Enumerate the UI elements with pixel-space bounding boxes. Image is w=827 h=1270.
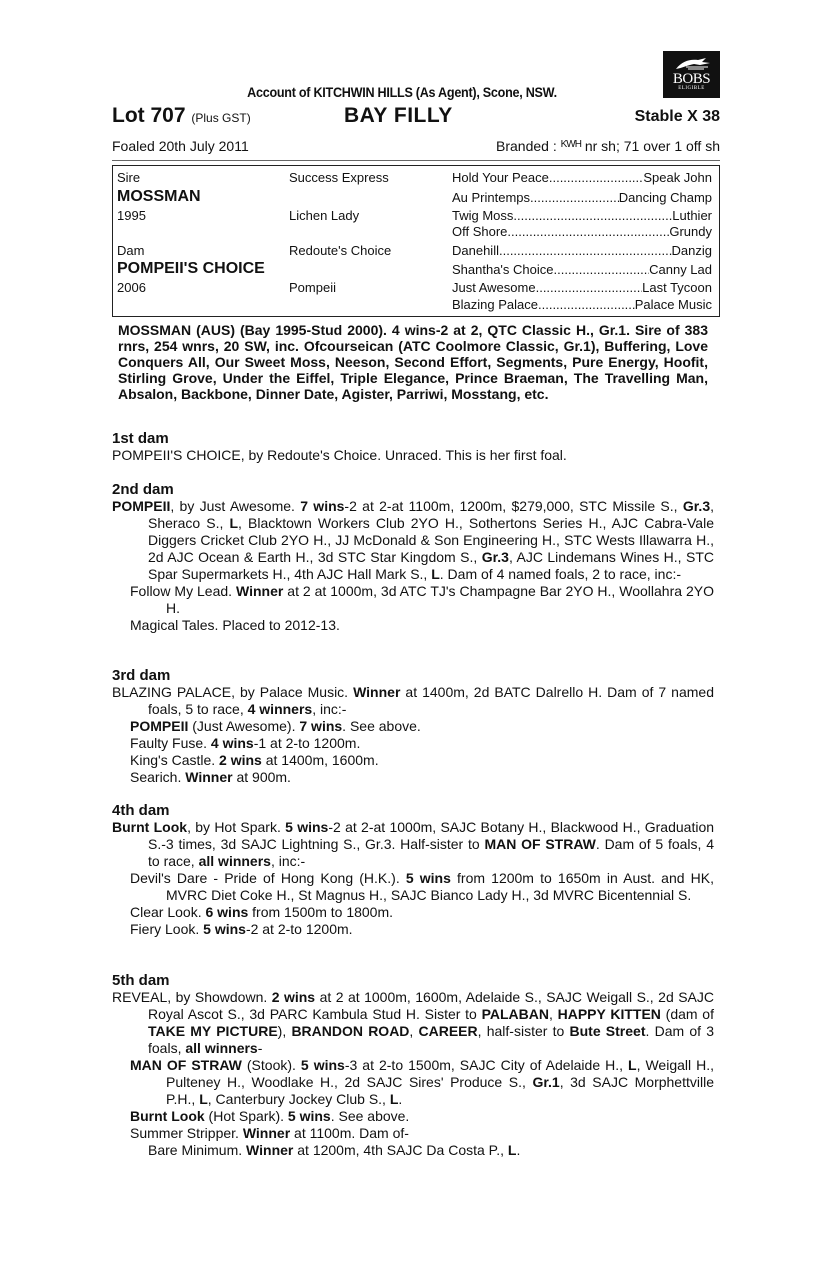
- fifth-dam-section: [112, 972, 714, 1159]
- lot-header: [112, 104, 720, 128]
- sire-summary: MOSSMAN (AUS) (Bay 1995-Stud 2000). 4 wins-2 at 2, QTC Classic H., Gr.1. Sire of 383 rnrs, 254 wnrs, 20 SW, inc. Ofcourseican (ATC Coolmore Classic, Gr.1), Buffering, Love Conquers All, Our Sweet Moss, Neeson, Second Effort, Segments, Pure Energy, Hoofit, Stirling Grove, Under the Eiffel, Triple Elegance, Prince Braeman, The Travelling Man, Absalon, Backbone, Dinner Date, Agister, Parriwi, Mosstang, etc.: [118, 322, 708, 402]
- sire-year: 1995: [117, 208, 146, 223]
- foaled-date: Foaled 20th July 2011: [112, 138, 249, 154]
- fourth-dam-section: [112, 802, 714, 938]
- foal-entry: Faulty Fuse. 4 wins-1 at 2-to 1200m.: [130, 735, 361, 751]
- foal-entry: Searich. Winner at 900m.: [130, 769, 291, 785]
- foal-entry: Bare Minimum. Winner at 1200m, 4th SAJC Da Costa P., L.: [148, 1142, 521, 1158]
- foal-entry: Fiery Look. 5 wins-2 at 2-to 1200m.: [130, 921, 353, 937]
- foal-entry: Magical Tales. Placed to 2012-13.: [130, 617, 340, 633]
- section-heading: 1st dam: [112, 430, 169, 447]
- dam-dam: Pompeii: [289, 280, 336, 295]
- gen3-row: Blazing Palace ..... Palace Music: [452, 297, 712, 312]
- foal-entry: Burnt Look (Hot Spark). 5 wins. See above.: [130, 1108, 410, 1124]
- section-heading: 4th dam: [112, 802, 170, 819]
- section-heading: 3rd dam: [112, 667, 171, 684]
- third-dam-section: [112, 667, 714, 786]
- stable-number: Stable X 38: [634, 108, 720, 125]
- logo-text: BOBS: [672, 71, 711, 87]
- foal-entry: Follow My Lead. Winner at 2 at 1000m, 3d ATC TJ's Champagne Bar 2YO H., Woollahra 2YO H.: [130, 583, 714, 616]
- first-dam-section: [112, 430, 714, 464]
- dam-text: POMPEII'S CHOICE, by Redoute's Choice. Unraced. This is her first foal.: [112, 447, 567, 463]
- sire-sire: Success Express: [289, 170, 389, 185]
- foal-entry: Devil's Dare - Pride of Hong Kong (H.K.). 5 wins from 1200m to 1650m in Aust. and HK, MVRC Diet Coke H., St Magnus H., SAJC Bianco Lady H., 3d MVRC Bicentennial S.: [130, 870, 714, 903]
- gen3-row: Shantha's Choice ..... Canny Lad: [452, 262, 712, 277]
- foal-entry: POMPEII (Just Awesome). 7 wins. See above.: [130, 718, 421, 734]
- gen3-row: Off Shore ..... Grundy: [452, 224, 712, 239]
- dam-text: REVEAL, by Showdown. 2 wins at 2 at 1000m, 1600m, Adelaide S., SAJC Weigall S., 2d SAJC Royal Ascot S., 3d PARC Kambula Stud H. Sister to PALABAN, HAPPY KITTEN (dam of TAKE MY PICTURE), BRANDON ROAD, CAREER, half-sister to Bute Street. Dam of 3 foals, all winners-: [112, 989, 715, 1056]
- foal-entry: King's Castle. 2 wins at 1400m, 1600m.: [130, 752, 379, 768]
- dam-text: POMPEII, by Just Awesome. 7 wins-2 at 2-at 1100m, 1200m, $279,000, STC Missile S., Gr.3, Sheraco S., L, Blacktown Workers Club 2YO H., Sothertons Series H., AJC Cabra-Vale Diggers Cricket Club 2YO H., JJ McDonald & Son Engineering H., STC Wests Illawarra H., 2d AJC Ocean & Earth H., 3d STC Star Kingdom S., Gr.3, AJC Lindemans Wines H., STC Spar Supermarkets H., 4th AJC Hall Mark S., L. Dam of 4 named foals, 2 to race, inc:-: [112, 498, 714, 582]
- branded-info: Branded : KWH nr sh; 71 over 1 off sh: [496, 138, 720, 154]
- sire-dam: Lichen Lady: [289, 208, 360, 223]
- dam-name: POMPEII'S CHOICE: [117, 260, 265, 277]
- lot-note: (Plus GST): [191, 111, 251, 125]
- horse-head-icon: [672, 57, 712, 71]
- logo-subtext: ELIGIBLE: [678, 86, 705, 91]
- section-heading: 5th dam: [112, 972, 170, 989]
- divider: [112, 160, 720, 161]
- gen3-row: Au Printemps ..... Dancing Champ: [452, 190, 712, 205]
- section-heading: 2nd dam: [112, 481, 174, 498]
- dam-text: Burnt Look, by Hot Spark. 5 wins-2 at 2-at 1000m, SAJC Botany H., Blackwood H., Graduation S.-3 times, 3d SAJC Lightning S., Gr.3. Half-sister to MAN OF STRAW. Dam of 5 foals, 4 to race, all winners, inc:-: [112, 819, 715, 869]
- vendor-line: Account of KITCHWIN HILLS (As Agent), Scone, NSW.: [247, 84, 557, 100]
- dam-year: 2006: [117, 280, 146, 295]
- bobs-eligible-logo: [663, 51, 720, 98]
- pedigree-table: [112, 165, 720, 317]
- lot-number: Lot 707 (Plus GST): [112, 104, 251, 127]
- second-dam-section: [112, 481, 714, 634]
- horse-description: BAY FILLY: [344, 104, 453, 127]
- gen3-row: Danehill ..... Danzig: [452, 243, 712, 258]
- sire-label: Sire: [117, 170, 141, 185]
- foal-entry: MAN OF STRAW (Stook). 5 wins-3 at 2-to 1500m, SAJC City of Adelaide H., L, Weigall H., Pulteney H., Woodlake H., 2d SAJC Sires' Produce S., Gr.1, 3d SAJC Morphettville P.H., L, Canterbury Jockey Club S., L.: [130, 1057, 715, 1107]
- gen3-row: Twig Moss ..... Luthier: [452, 208, 712, 223]
- dam-sire: Redoute's Choice: [289, 243, 392, 258]
- dam-label: Dam: [117, 243, 145, 258]
- brand-mark-icon: KWH: [560, 139, 581, 150]
- foal-entry: Clear Look. 6 wins from 1500m to 1800m.: [130, 904, 394, 920]
- gen3-row: Just Awesome ..... Last Tycoon: [452, 280, 712, 295]
- gen3-row: Hold Your Peace ..... Speak John: [452, 170, 712, 185]
- dam-text: BLAZING PALACE, by Palace Music. Winner at 1400m, 2d BATC Dalrello H. Dam of 7 named foals, 5 to race, 4 winners, inc:-: [112, 684, 714, 717]
- foal-entry: Summer Stripper. Winner at 1100m. Dam of-: [130, 1125, 409, 1141]
- sire-name: MOSSMAN: [117, 188, 201, 205]
